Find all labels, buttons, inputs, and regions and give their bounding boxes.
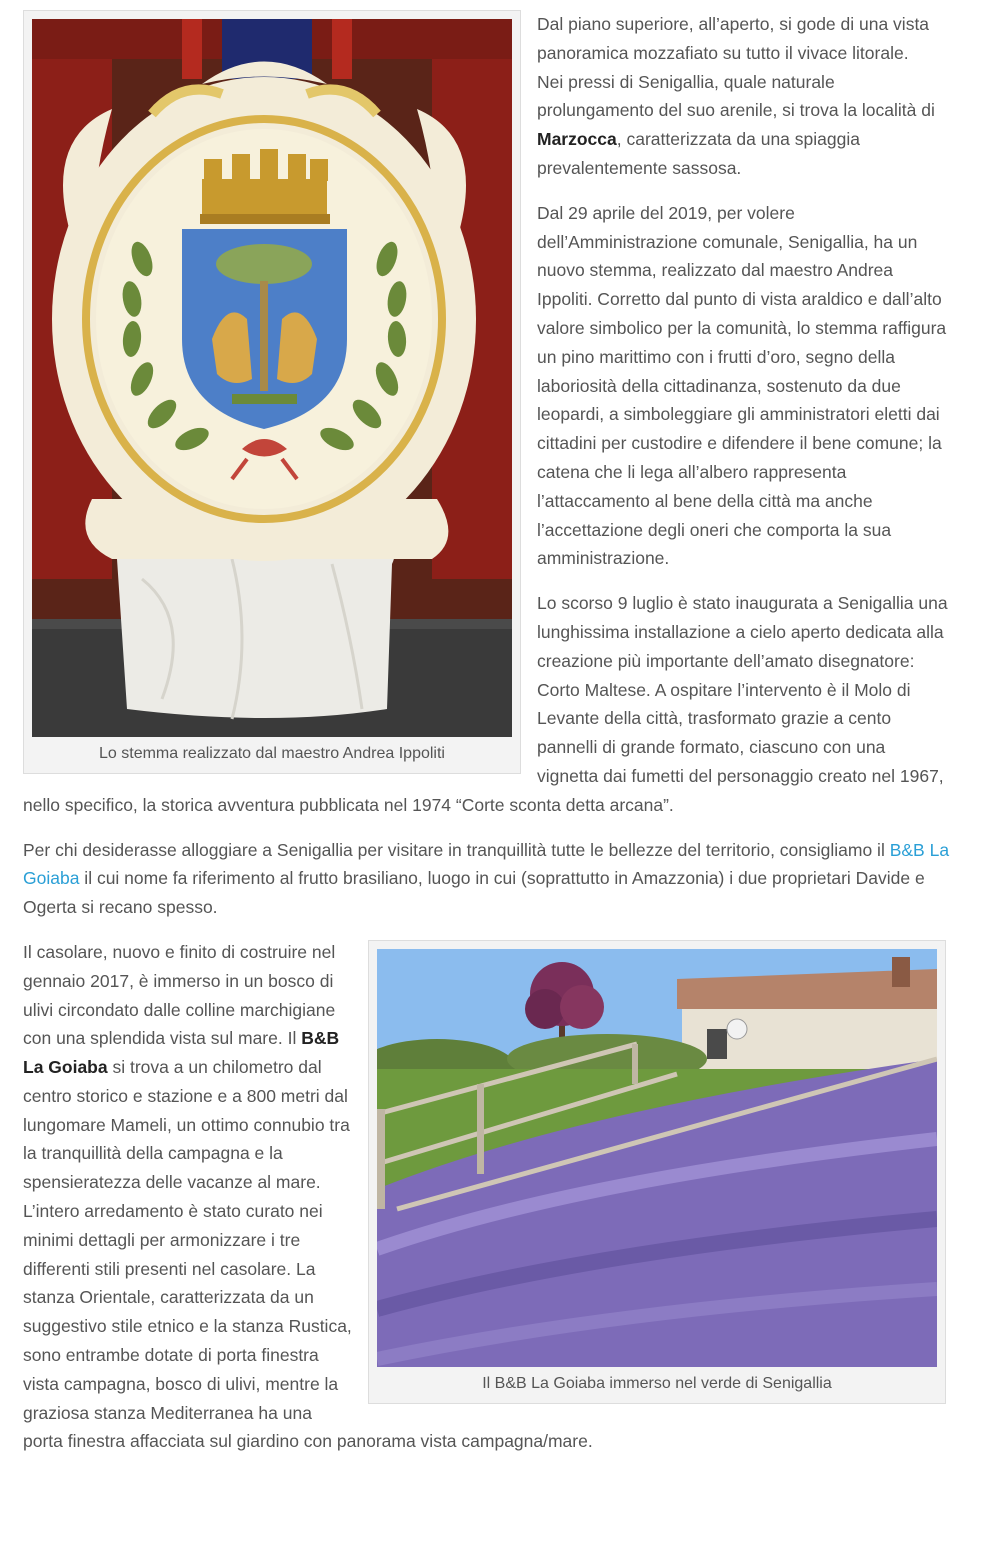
bnb-garden-caption: Il B&B La Goiaba immerso nel verde di Senigallia	[482, 1374, 832, 1392]
farmhouse-text: Il casolare, nuovo e finito di costruire nel gennaio 2017, è immerso in un bosco di ulivi circondato dalle colline marchigiane con una splendida vista sul mare. Il	[23, 941, 336, 1049]
paragraph-marzocca-text-end: , caratterizzata da una spiaggia prevalentemente sassosa.	[537, 129, 860, 178]
recommendation-text: Per chi desiderasse alloggiare a Senigallia per visitare in tranquillità tutte le bellezze del territorio, consigliamo il	[23, 839, 890, 860]
farmhouse-text-end: si trova a un chilometro dal centro storico e stazione e a 800 metri dal lungomare Mameli, un ottimo connubio tra la tranquillità della campagna e la spensieratezza delle vacanze al mare. L’intero arredamento è stato curato nei minimi dettagli per armonizzare i tre differenti stili presenti nel casolare. La stanza Orientale, caratterizzata da un suggestivo stile etnico e la stanza Rustica, sono entrambe dotate di porta finestra vista campagna, bosco di ulivi, mentre la graziosa stanza Mediterranea ha una porta finestra affacciata sul giardino con panorama vista campagna/mare.	[23, 1057, 593, 1452]
coat-of-arms-illustration	[32, 19, 512, 737]
bnb-name-bold: B&B La Goiaba	[23, 1028, 340, 1078]
bnb-garden-photo	[377, 949, 937, 1367]
paragraph-corto-maltese: Lo scorso 9 luglio è stato inaugurata a Senigallia una lunghissima installazione a cielo aperto dedicata alla creazione più importante dell’amato disegnatore: Corto Maltese. A ospitare l’intervento è il Molo di Levante della città, trasformato grazie a cento pannelli di grande formato, ciascuno con una vignetta dai fumetti del personaggio creato nel 1967, nello specifico, la storica avventura pubblicata nel 1974 “Corte sconta detta arcana”.	[23, 593, 948, 815]
coat-of-arms-photo	[32, 19, 512, 737]
recommendation-text-end: il cui nome fa riferimento al frutto brasiliano, luogo in cui (soprattutto in Amazzonia) i due proprietari Davide e Ogerta si recano spesso.	[23, 868, 925, 918]
paragraph-recommendation	[23, 836, 951, 922]
paragraph-coat-of-arms: Dal 29 aprile del 2019, per volere dell’Amministrazione comunale, Senigallia, ha un nuovo stemma, realizzato dal maestro Andrea Ippoliti. Corretto dal punto di vista araldico e dall’alto valore simbolico per la comunità, lo stemma raffigura un pino marittimo con i frutti d’oro, segno della laboriosità della cittadinanza, sostenuto da due leopardi, a simboleggiare gli amministratori eletti dai cittadini per custodire e difendere il bene comune; la catena che li lega all’albero rappresenta l’attaccamento al bene della città ma anche l’accettazione degli oneri che comporta la sua amministrazione.	[537, 202, 947, 569]
paragraph-marzocca-text: Nei pressi di Senigallia, quale naturale prolungamento del suo arenile, si trova la località di	[537, 71, 935, 121]
place-name-marzocca: Marzocca	[537, 129, 617, 150]
article-body	[23, 10, 951, 1472]
coat-of-arms-figure	[23, 10, 521, 774]
bnb-garden-illustration	[377, 949, 937, 1367]
bnb-la-goiaba-link[interactable]: B&B La Goiaba	[23, 839, 950, 889]
bnb-garden-figure	[368, 940, 946, 1404]
coat-of-arms-caption: Lo stemma realizzato dal maestro Andrea Ippoliti	[99, 745, 445, 762]
paragraph-view-text: Dal piano superiore, all’aperto, si gode di una vista panoramica mozzafiato su tutto il vivace litorale.	[537, 14, 930, 63]
